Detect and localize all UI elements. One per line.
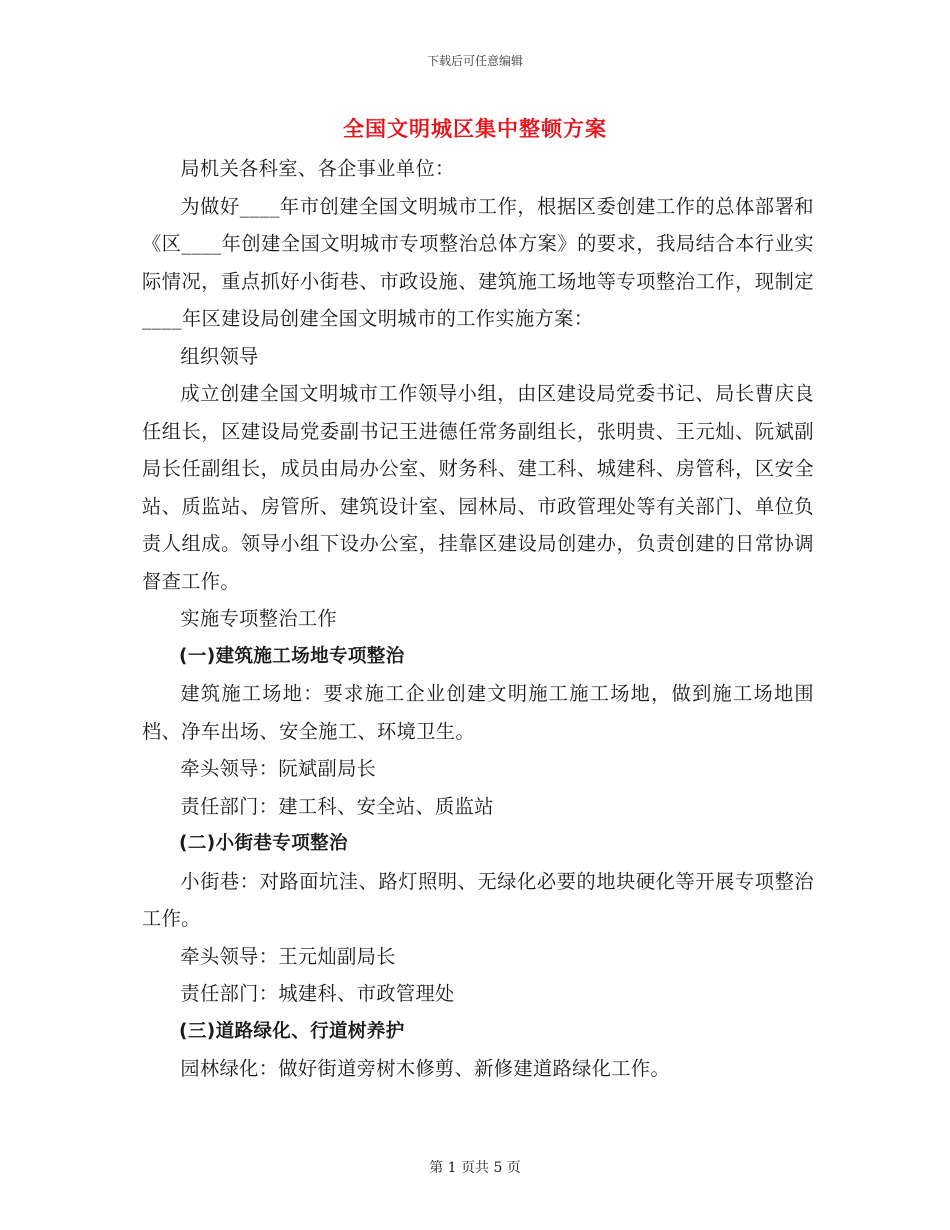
alleys-departments: 责任部门：城建科、市政管理处 <box>180 982 455 1005</box>
greening-paragraph: 园林绿化：做好街道旁树木修剪、新修建道路绿化工作。 <box>180 1057 671 1080</box>
subsection-heading-greening: (三)道路绿化、行道树养护 <box>179 1020 405 1042</box>
section-heading-implementation: 实施专项整治工作 <box>180 607 338 630</box>
subsection-heading-alleys: (二)小街巷专项整治 <box>179 833 348 854</box>
leadership-paragraph: 成立创建全国文明城市工作领导小组，由区建设局党委书记、局长曹庆良任组长，区建设局党委副书记王进德任常务副组长，张明贵、王元灿、阮斌副局长任副组长，成员由局办公室、财务科、建工科、城建科、房管科，区安全站、质监站、房管所、建筑设计室、园林局、市政管理处等有关部门、单位负责人组成。领导小组下设办公室，挂靠区建设局创建办，负责创建的日常协调督查工作。 <box>142 382 814 593</box>
document-title: 全国文明城区集中整顿方案 <box>343 116 607 141</box>
section-heading-leadership: 组织领导 <box>180 344 259 368</box>
page-indicator: 第 1 页共 5 页 <box>429 1160 521 1176</box>
salutation-paragraph: 局机关各科室、各企事业单位： <box>180 157 455 180</box>
construction-paragraph: 建筑施工场地：要求施工企业创建文明施工施工场地，做到施工场地围档、净车出场、安全施工、环境卫生。 <box>142 682 814 743</box>
document-body <box>142 150 814 1088</box>
subsection-heading-construction: (一)建筑施工场地专项整治 <box>179 645 405 667</box>
page-header-note: 下载后可任意编辑 <box>426 54 523 68</box>
alleys-paragraph: 小街巷：对路面坑洼、路灯照明、无绿化必要的地块硬化等开展专项整治工作。 <box>142 869 814 930</box>
intro-paragraph: 为做好____年市创建全国文明城市工作，根据区委创建工作的总体部署和《区____年创建全国文明城市专项整治总体方案》的要求，我局结合本行业实际情况，重点抓好小街巷、市政设施、建筑施工场地等专项整治工作，现制定____年区建设局创建全国文明城市的工作实施方案： <box>142 194 814 330</box>
construction-departments: 责任部门：建工科、安全站、质监站 <box>180 794 494 818</box>
alleys-lead: 牵头领导：王元灿副局长 <box>180 944 396 968</box>
construction-lead: 牵头领导：阮斌副局长 <box>180 757 377 780</box>
